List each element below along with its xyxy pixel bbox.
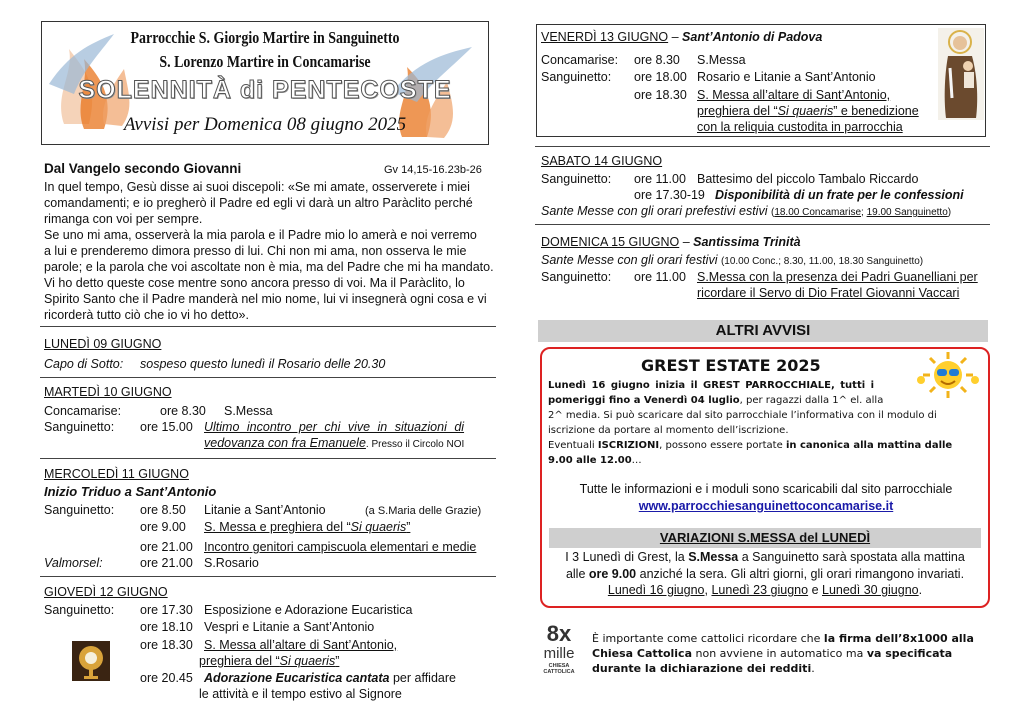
event-place: Sanguinetto: (44, 503, 115, 517)
sunday-title: DOMENICA 15 GIUGNO (541, 235, 680, 249)
event-text: S.Messa (697, 53, 746, 67)
event-text: Si quaeris (350, 520, 407, 534)
divider (40, 576, 496, 577)
tuesday-title: MARTEDÌ 10 GIUGNO (44, 385, 172, 399)
event-text: Si quaeris (777, 104, 834, 118)
otto-text: non avviene in automatico ma (692, 647, 867, 660)
event-note: per affidare (392, 671, 456, 685)
event-note: . Presso il Circolo NOI (365, 439, 465, 450)
otto-text: la firma dell’8x1000 alla (823, 632, 974, 645)
grest-line: , possono essere portate (659, 440, 786, 451)
event-place: Concamarise: (44, 404, 122, 418)
logo-text: mille (543, 645, 575, 662)
event-time: ore 21.00 (140, 556, 193, 570)
event-text: ” (406, 520, 411, 534)
grest-line: ISCRIZIONI (597, 440, 660, 451)
event-time: ore 8.30 (160, 404, 206, 418)
event-note: (10.00 Conc.; 8.30, 11.00, 18.30 Sanguinetto) (720, 256, 924, 267)
event-time: ore 15.00 (140, 420, 193, 434)
event-time: ore 11.00 (634, 270, 686, 284)
gospel-line: Se uno mi ama, osserverà la mia parola e il Padre mio lo amerà e noi verremo (44, 228, 477, 242)
grest-line: GREST PARROCCHIALE (702, 380, 831, 391)
otto-text: È importante come cattolici ricordare che (592, 632, 824, 645)
event-text: vedovanza con fra Emanuele (204, 436, 366, 450)
event-text: con la reliquia custodita in parrocchia (697, 120, 903, 134)
event-time: ore 17.30 (140, 603, 193, 617)
otto-per-mille-logo (536, 622, 582, 678)
thursday-title: GIOVEDÌ 12 GIUGNO (44, 585, 168, 599)
event-note: 18.00 Concamarise (774, 207, 862, 218)
event-text: Disponibilità di un frate per le confessioni (715, 188, 964, 202)
monday-note: sospeso questo lunedì il Rosario delle 20.30 (140, 357, 386, 371)
gospel-line: Spirito Santo che il Padre manderà nel mio nome, lui vi insegnerà ogni cosa e vi (44, 292, 487, 306)
event-time: ore 18.10 (140, 620, 193, 634)
event-text: ricordare il Servo di Dio Fratel Giovanni Vaccari (697, 286, 960, 300)
event-place: Sanguinetto: (541, 172, 612, 186)
grest-info: Tutte le informazioni e i moduli sono scaricabili dal sito parrocchiale (579, 482, 953, 496)
grest-line: 2^ media. Si può scaricare dal sito parrocchiale l’informativa con il modulo di (548, 410, 937, 421)
variazioni-title: VARIAZIONI S.MESSA del LUNEDÌ (659, 530, 871, 545)
page-subtitle: Avvisi per Domenica 08 giugno 2025 (123, 114, 407, 135)
gospel-line: a lui e prenderemo dimora presso di lui. Chi non mi ama, non osserva le mie (44, 244, 467, 258)
variazioni-text: ore 9.00 (588, 567, 637, 581)
sun-sunglasses-icon (915, 350, 981, 400)
event-text: S.Messa (224, 404, 273, 418)
divider (535, 224, 990, 225)
event-text: ” (335, 654, 340, 668)
gospel-reference: Gv 14,15-16.23b-26 (384, 164, 482, 176)
page-title: SOLENNITÀ di PENTECOSTE (78, 76, 452, 104)
event-time: ore 20.45 (140, 671, 193, 685)
divider (40, 458, 496, 459)
event-time: ore 18.00 (634, 70, 687, 84)
gospel-line: In quel tempo, Gesù disse ai suoi discepoli: «Se mi amate, osserverete i miei (44, 180, 470, 194)
section-header-altri-avvisi: ALTRI AVVISI (538, 320, 988, 342)
event-text: S. Messa all’altare di Sant’Antonio, (697, 88, 891, 102)
gospel-line: Vi ho detto queste cose mentre sono ancora presso di voi. Ma il Paràclito, lo (44, 276, 465, 290)
event-text: S.Rosario (204, 556, 259, 570)
variazioni-date: Lunedì 16 giugno (607, 583, 705, 597)
event-time: ore 17.30-19 (634, 188, 705, 202)
variazioni-text: . (918, 583, 923, 597)
event-text: preghiera del “ (697, 104, 778, 118)
otto-per-mille-text (592, 631, 992, 676)
gospel-line: parole; e la parola che voi ascoltate non è mia, ma del Padre che mi ha mandato. (44, 260, 494, 274)
variazioni-text: a Sanguinetto sarà spostata alla mattina (738, 550, 965, 564)
event-text: Si quaeris (279, 654, 336, 668)
event-place: Concamarise: (541, 53, 619, 67)
variazioni-text: S.Messa (688, 550, 739, 564)
parish-website-link[interactable]: www.parrocchiesanguinettoconcamarise.it (638, 499, 894, 513)
variazioni-date: Lunedì 30 giugno (822, 583, 919, 597)
event-place: Sanguinetto: (541, 70, 612, 84)
event-place: Sanguinetto: (541, 270, 612, 284)
grest-line: in canonica alla mattina dalle (785, 440, 953, 451)
event-text: Litanie a Sant’Antonio (204, 503, 326, 517)
grest-line: iscrizione da portare al momento dell’iscrizione. (548, 425, 789, 436)
monday-place: Capo di Sotto: (44, 357, 124, 371)
friday-subtitle: Sant’Antonio di Padova (682, 30, 823, 44)
wednesday-subtitle: Inizio Triduo a Sant’Antonio (44, 484, 217, 499)
variazioni-text: , (704, 583, 708, 597)
event-text: Incontro genitori campiscuola elementari e medie (204, 540, 477, 554)
saturday-title: SABATO 14 GIUGNO (541, 154, 663, 168)
event-text: S. Messa e preghiera del “ (204, 520, 351, 534)
wednesday-title: MERCOLEDÌ 11 GIUGNO (44, 467, 189, 481)
monday-title: LUNEDÌ 09 GIUGNO (44, 337, 162, 351)
logo-text: CHIESA CATTOLICA (543, 663, 575, 675)
event-text: Battesimo del piccolo Tambalo Riccardo (697, 172, 919, 186)
gospel-text (44, 179, 496, 323)
event-time: ore 11.00 (634, 172, 686, 186)
event-time: ore 8.50 (140, 503, 186, 517)
grest-text (548, 378, 916, 408)
otto-text: Chiesa Cattolica (592, 647, 692, 660)
grest-line: 9.00 alle 12.00 (548, 455, 632, 466)
divider (40, 326, 496, 327)
event-note: (a S.Maria delle Grazie) (365, 505, 482, 517)
gospel-line: ricorderà tutto ciò che io vi ho detto». (44, 308, 249, 322)
otto-text: durante la dichiarazione dei redditi (592, 662, 812, 675)
sunday-subtitle: Santissima Trinità (693, 235, 801, 249)
event-text: S. Messa all’altare di Sant’Antonio, (204, 638, 398, 652)
header-box (41, 21, 489, 145)
logo-text: 8x (546, 621, 572, 646)
event-place: Sanguinetto: (44, 420, 115, 434)
variazioni-text: anziché la sera. Gli altri giorni, gli orari rimangono invariati. (636, 567, 965, 581)
variazioni-date: Lunedì 23 giugno (711, 583, 809, 597)
event-time: ore 21.00 (140, 540, 193, 554)
grest-line: Eventuali (548, 440, 598, 451)
gospel-title: Dal Vangelo secondo Giovanni (44, 161, 242, 176)
event-time: ore 8.30 (634, 53, 680, 67)
event-time: ore 18.30 (140, 638, 193, 652)
event-text: Rosario e Litanie a Sant’Antonio (697, 70, 876, 84)
grest-line: Lunedì 16 giugno inizia il (548, 380, 703, 391)
grest-title: GREST ESTATE 2025 (641, 356, 821, 375)
grest-text-2 (548, 408, 984, 468)
event-text: ” e benedizione (833, 104, 919, 118)
event-text: S.Messa con la presenza dei Padri Guanelliani per (697, 270, 978, 284)
otto-text: . (811, 662, 815, 675)
event-text: le attività e il tempo estivo al Signore (199, 687, 402, 701)
grest-line: pomeriggi fino a Venerdì 04 luglio (548, 395, 740, 406)
gospel-line: rimanga con voi per sempre. (44, 212, 203, 226)
variazioni-text: alle (565, 567, 589, 581)
event-text: Ultimo incontro per chi vive in situazioni di (204, 420, 465, 434)
grest-line: , per ragazzi dalla 1^ el. alla (739, 395, 884, 406)
friday-title: VENERDÌ 13 GIUGNO (541, 30, 669, 44)
event-text: Adorazione Eucaristica cantata (204, 671, 390, 685)
variazioni-text: e (808, 583, 822, 597)
saint-anthony-image (938, 28, 984, 120)
event-text: Sante Messe con gli orari festivi (541, 253, 718, 267)
event-note: 19.00 Sanguinetto (866, 207, 948, 218)
gospel-line: comandamenti; e io pregherò il Padre ed egli vi darà un altro Paràclito perché (44, 196, 473, 210)
event-text: preghiera del “ (199, 654, 280, 668)
variazioni-text: I 3 Lunedì di Grest, la (565, 550, 689, 564)
event-time: ore 18.30 (634, 88, 687, 102)
divider (535, 146, 990, 147)
event-place: Sanguinetto: (44, 603, 115, 617)
grest-line: … (631, 455, 642, 466)
event-text: Vespri e Litanie a Sant’Antonio (204, 620, 375, 634)
grest-line: , tutti i (831, 380, 875, 391)
event-text: Esposizione e Adorazione Eucaristica (204, 603, 413, 617)
parish-name-2: S. Lorenzo Martire in Concamarise (159, 52, 371, 71)
divider (40, 377, 496, 378)
event-place: Valmorsel: (44, 556, 103, 570)
otto-text: va specificata (866, 647, 953, 660)
parish-name-1: Parrocchie S. Giorgio Martire in Sanguinetto (130, 28, 400, 47)
monstrance-icon (72, 641, 110, 681)
event-time: ore 9.00 (140, 520, 186, 534)
event-text: Sante Messe con gli orari prefestivi estivi (541, 204, 768, 218)
